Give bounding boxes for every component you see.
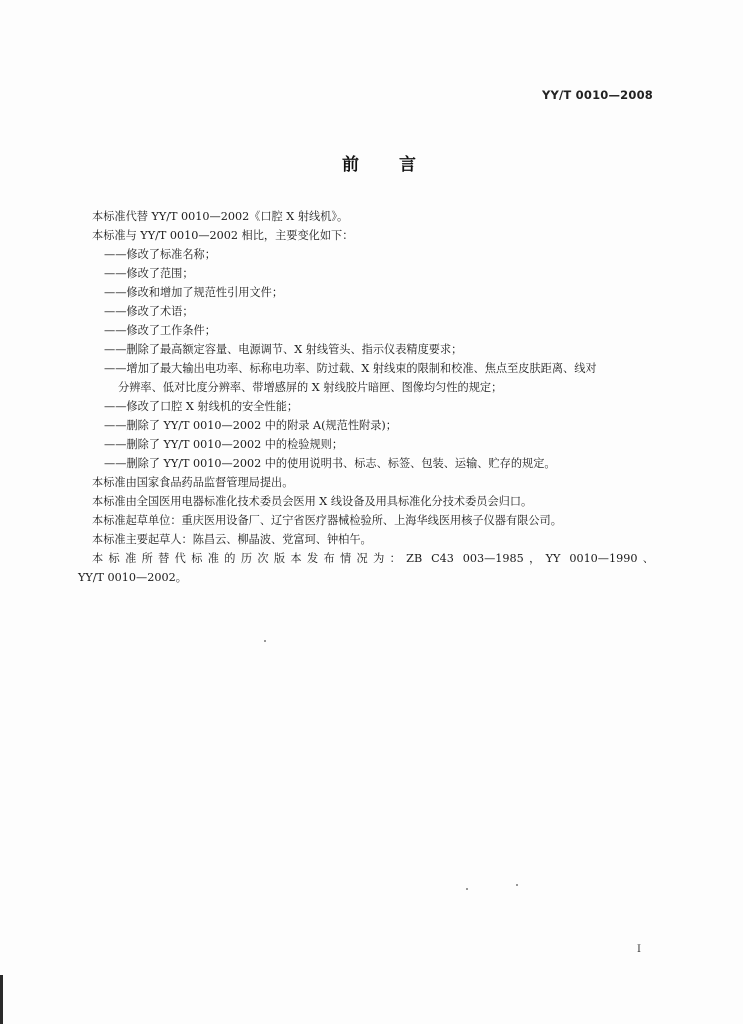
paragraph-history: 本标准所替代标准的历次版本发布情况为：ZB C43 003—1985，YY 0010—1990、: [92, 552, 654, 565]
list-item: ——修改了术语；: [104, 305, 194, 318]
list-item: ——删除了 YY/T 0010—2002 中的附录 A(规范性附录)；: [104, 419, 397, 432]
list-item-continuation: 分辨率、低对比度分辨率、带增感屏的 X 射线胶片暗匣、图像均匀性的规定；: [118, 381, 503, 394]
list-item: ——修改了标准名称；: [104, 248, 216, 261]
page-number: I: [637, 944, 641, 955]
list-item: ——删除了 YY/T 0010—2002 中的检验规则；: [104, 438, 344, 451]
scan-speck: [466, 888, 468, 890]
list-item: ——修改了口腔 X 射线机的安全性能；: [104, 400, 299, 413]
list-item: ——增加了最大输出电功率、标称电功率、防过载、X 射线束的限制和校准、焦点至皮肤距离、线对: [104, 362, 597, 375]
paragraph-history-continuation: YY/T 0010—2002。: [78, 571, 187, 584]
list-item: ——修改了工作条件；: [104, 324, 216, 337]
paragraph-drafting-units: 本标准起草单位：重庆医用设备厂、辽宁省医疗器械检验所、上海华线医用核子仪器有限公司。: [92, 514, 562, 527]
standard-number: YY/T 0010—2008: [541, 88, 653, 102]
scan-speck: [264, 640, 266, 642]
list-item: ——删除了最高额定容量、电源调节、X 射线管头、指示仪表精度要求；: [104, 343, 463, 356]
paragraph-administered-by: 本标准由全国医用电器标准化技术委员会医用 X 线设备及用具标准化分技术委员会归口。: [92, 495, 533, 508]
list-item: ——修改和增加了规范性引用文件；: [104, 286, 284, 299]
paragraph-proposed-by: 本标准由国家食品药品监督管理局提出。: [92, 476, 294, 489]
list-item: ——修改了范围；: [104, 267, 194, 280]
scan-speck: [516, 884, 518, 886]
list-item: ——删除了 YY/T 0010—2002 中的使用说明书、标志、标签、包装、运输、贮存的规定。: [104, 457, 556, 470]
paragraph-replaces: 本标准代替 YY/T 0010—2002《口腔 X 射线机》。: [92, 210, 349, 223]
page-title: 前言: [342, 155, 456, 175]
paragraph-drafters: 本标准主要起草人：陈昌云、柳晶波、党富珂、钟柏午。: [92, 533, 372, 546]
scan-edge-mark: [0, 975, 3, 1024]
paragraph-changes-intro: 本标准与 YY/T 0010—2002 相比，主要变化如下：: [92, 229, 354, 242]
